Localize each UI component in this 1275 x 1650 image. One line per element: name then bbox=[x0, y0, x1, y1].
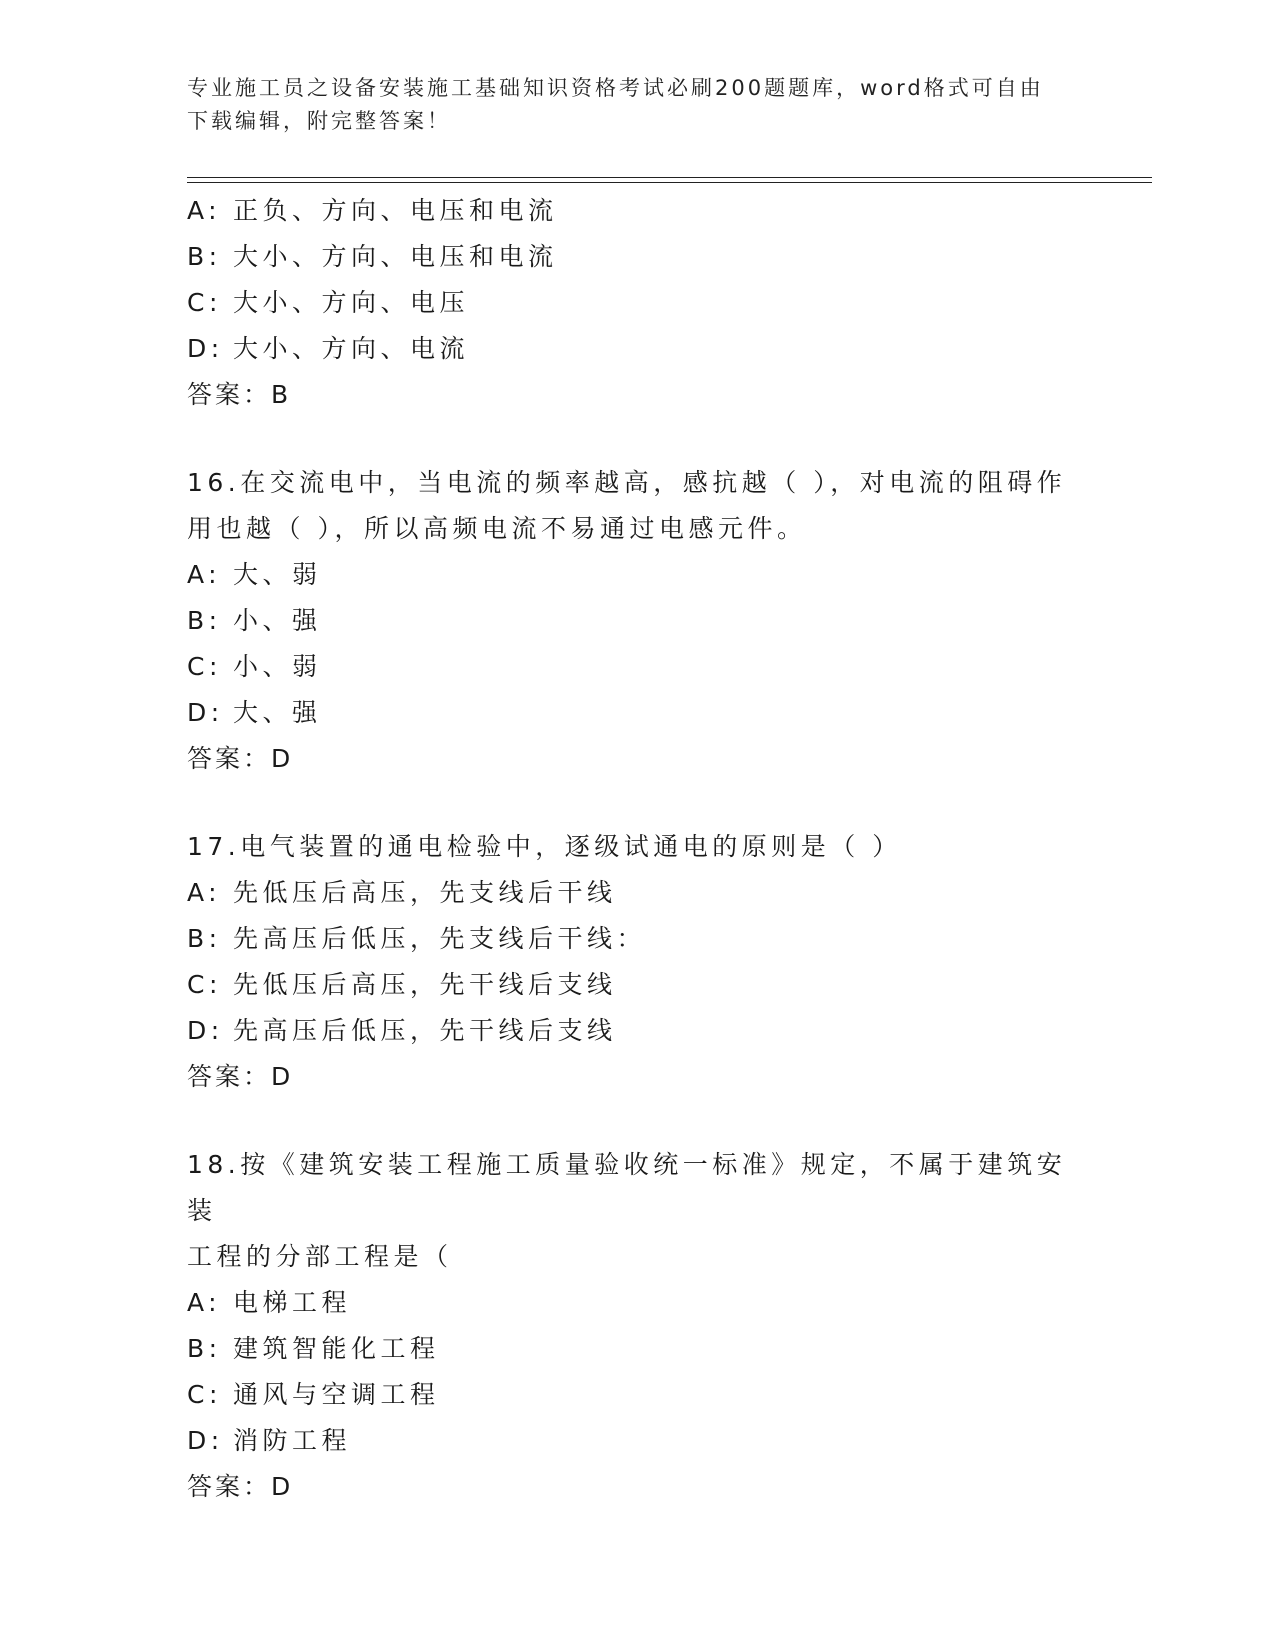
option-letter: C: bbox=[187, 970, 222, 999]
answer: 答案：D bbox=[187, 1062, 294, 1091]
option-text: 大小、方向、电压和电流 bbox=[233, 242, 558, 271]
question-stem-line-2: 用也越（ ），所以高频电流不易通过电感元件。 bbox=[187, 514, 807, 543]
option-text: 大小、方向、电流 bbox=[233, 334, 470, 363]
header-rule-top bbox=[187, 177, 1152, 178]
header-rule-bottom bbox=[187, 182, 1152, 183]
option-text: 大小、方向、电压 bbox=[233, 288, 470, 317]
option-letter: C: bbox=[187, 1380, 222, 1409]
header-line-2: 下载编辑，附完整答案！ bbox=[187, 109, 451, 133]
question-stem-line-2: 工程的分部工程是（ bbox=[187, 1242, 453, 1271]
option-text: 先低压后高压，先干线后支线 bbox=[233, 970, 617, 999]
option-a bbox=[187, 188, 1087, 234]
question-17 bbox=[187, 824, 1087, 1100]
option-text: 通风与空调工程 bbox=[233, 1380, 440, 1409]
option-letter: B: bbox=[187, 606, 222, 635]
question-stem-line-1: 18.按《建筑安装工程施工质量验收统一标准》规定，不属于建筑安装 bbox=[187, 1150, 1067, 1225]
option-letter: B: bbox=[187, 1334, 222, 1363]
option-letter: D: bbox=[187, 334, 224, 363]
question-18 bbox=[187, 1142, 1087, 1510]
option-text: 小、强 bbox=[233, 606, 322, 635]
option-letter: D: bbox=[187, 1016, 224, 1045]
option-a bbox=[187, 552, 1087, 598]
question-stem bbox=[187, 460, 1077, 552]
option-d bbox=[187, 326, 1087, 372]
option-c bbox=[187, 1372, 1087, 1418]
option-letter: A: bbox=[187, 196, 222, 225]
question-stem bbox=[187, 824, 1077, 870]
option-text: 小、弱 bbox=[233, 652, 322, 681]
option-text: 先低压后高压，先支线后干线 bbox=[233, 878, 617, 907]
option-letter: C: bbox=[187, 652, 222, 681]
option-text: 建筑智能化工程 bbox=[233, 1334, 440, 1363]
option-d bbox=[187, 1008, 1087, 1054]
option-b bbox=[187, 1326, 1087, 1372]
option-b bbox=[187, 598, 1087, 644]
option-text: 先高压后低压，先支线后干线： bbox=[233, 924, 647, 953]
question-stem bbox=[187, 1142, 1077, 1280]
option-c bbox=[187, 280, 1087, 326]
option-b bbox=[187, 916, 1087, 962]
option-text: 大、强 bbox=[233, 698, 322, 727]
answer: 答案：D bbox=[187, 744, 294, 773]
header-line-1: 专业施工员之设备安装施工基础知识资格考试必刷200题题库，word格式可自由 bbox=[187, 76, 1044, 100]
option-letter: B: bbox=[187, 242, 222, 271]
option-a bbox=[187, 870, 1087, 916]
question-15 bbox=[187, 188, 1087, 418]
option-c bbox=[187, 962, 1087, 1008]
option-letter: D: bbox=[187, 1426, 224, 1455]
option-c bbox=[187, 644, 1087, 690]
option-text: 电梯工程 bbox=[233, 1288, 352, 1317]
question-list bbox=[187, 188, 1087, 1510]
option-text: 先高压后低压，先干线后支线 bbox=[233, 1016, 617, 1045]
option-letter: A: bbox=[187, 1288, 222, 1317]
option-text: 消防工程 bbox=[233, 1426, 352, 1455]
question-stem-line-1: 16.在交流电中，当电流的频率越高，感抗越（ ），对电流的阻碍作 bbox=[187, 468, 1067, 497]
option-b bbox=[187, 234, 1087, 280]
question-16 bbox=[187, 460, 1087, 782]
option-letter: A: bbox=[187, 560, 222, 589]
question-stem-line-1: 17.电气装置的通电检验中，逐级试通电的原则是（ ） bbox=[187, 832, 902, 861]
option-letter: D: bbox=[187, 698, 224, 727]
page-header bbox=[187, 72, 1067, 138]
option-letter: C: bbox=[187, 288, 222, 317]
option-text: 正负、方向、电压和电流 bbox=[233, 196, 558, 225]
option-text: 大、弱 bbox=[233, 560, 322, 589]
option-d bbox=[187, 690, 1087, 736]
option-d bbox=[187, 1418, 1087, 1464]
answer: 答案：D bbox=[187, 1472, 294, 1501]
option-letter: B: bbox=[187, 924, 222, 953]
option-letter: A: bbox=[187, 878, 222, 907]
option-a bbox=[187, 1280, 1087, 1326]
answer: 答案：B bbox=[187, 380, 292, 409]
